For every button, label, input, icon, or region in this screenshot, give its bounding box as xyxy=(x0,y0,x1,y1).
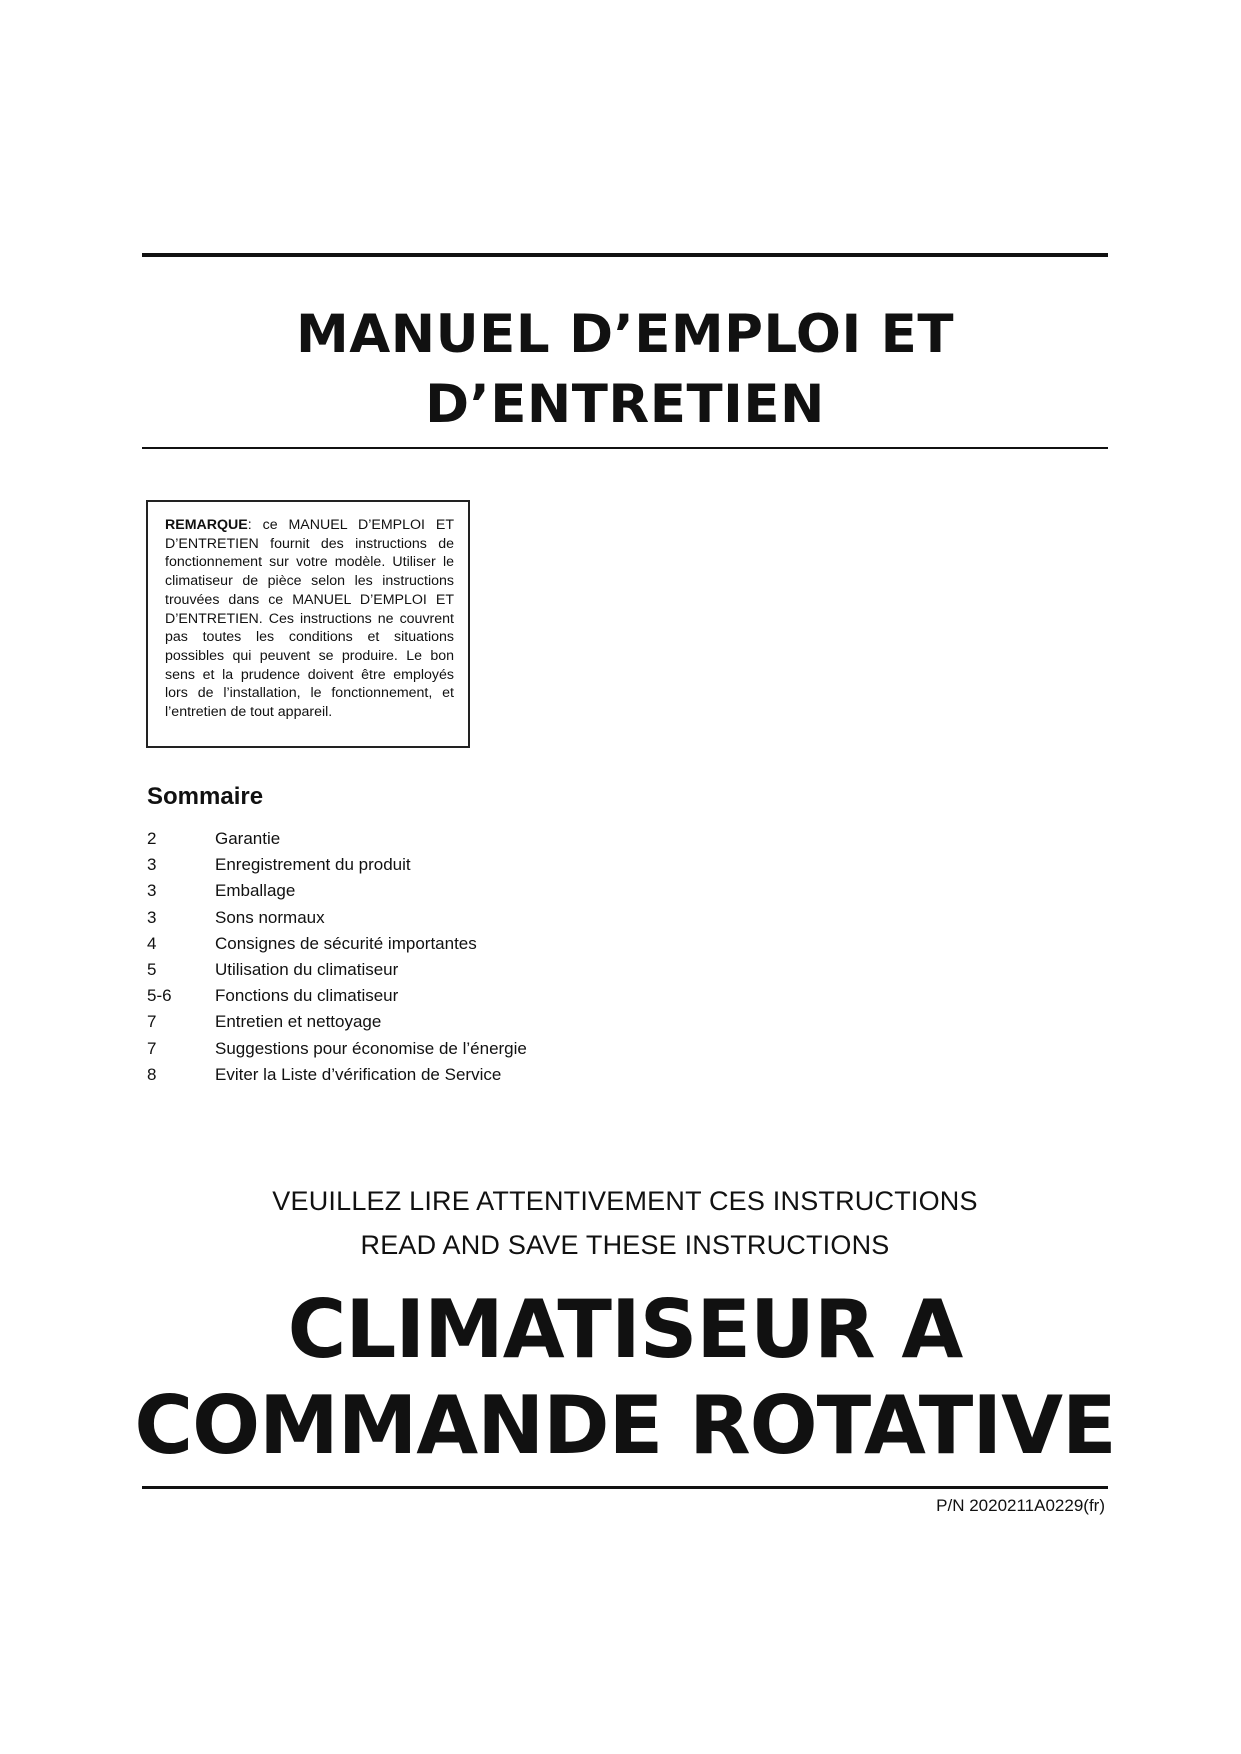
toc-item xyxy=(147,905,747,931)
toc-item xyxy=(147,931,747,957)
toc-label: Consignes de sécurité importantes xyxy=(215,933,477,953)
top-rule xyxy=(142,253,1108,257)
toc-item xyxy=(147,1036,747,1062)
toc-page: 3 xyxy=(147,855,157,875)
product-title xyxy=(130,1282,1120,1474)
toc-label: Garantie xyxy=(215,829,281,848)
toc-label: Entretien et nettoyage xyxy=(215,1012,382,1032)
toc-item xyxy=(147,878,747,904)
toc-page: 2 xyxy=(147,829,157,848)
toc-label: Enregistrement du produit xyxy=(215,855,411,875)
toc-page: 3 xyxy=(147,907,157,927)
toc-item xyxy=(147,957,747,983)
product-title-line2: COMMANDE ROTATIVE xyxy=(134,1379,1116,1472)
bottom-rule xyxy=(142,1486,1108,1489)
remark-box xyxy=(146,500,470,748)
manual-title-line1: MANUEL D’EMPLOI ET xyxy=(296,304,954,365)
toc-page: 7 xyxy=(147,1012,157,1032)
part-number: P/N 2020211A0229(fr) xyxy=(936,1496,1105,1515)
manual-title-line2: D’ENTRETIEN xyxy=(425,374,825,435)
remark-text: : ce MANUEL D’EMPLOI ET D’ENTRETIEN fournit des instructions de fonctionnement sur votre modèle. Utiliser le climatiseur de pièce selon les instructions trouvées dans ce MANUEL D’EMPLOI ET D’ENTRETIEN. Ces instructions ne couvrent pas toutes les conditions et situations possibles qui peuvent se produire. Le bon sens et la prudence doivent être employés lors de l’installation, le fonctionnement, et l’entretien de tout appareil. xyxy=(165,517,454,721)
read-instructions-fr: VEUILLEZ LIRE ATTENTIVEMENT CES INSTRUCTIONS xyxy=(272,1186,978,1216)
toc-label: Eviter la Liste d’vérification de Service xyxy=(215,1064,502,1084)
toc-page: 4 xyxy=(147,933,157,953)
toc-item xyxy=(147,1009,747,1035)
manual-title xyxy=(142,300,1108,440)
toc-heading: Sommaire xyxy=(147,783,264,810)
product-title-line1: CLIMATISEUR A xyxy=(287,1283,963,1376)
remark-label: REMARQUE xyxy=(165,517,248,533)
toc-page: 5 xyxy=(147,959,157,979)
read-instructions-en: READ AND SAVE THESE INSTRUCTIONS xyxy=(360,1230,890,1260)
toc-label: Fonctions du climatiseur xyxy=(215,986,399,1006)
toc-item xyxy=(147,1062,747,1088)
toc-item xyxy=(147,983,747,1009)
toc-item xyxy=(147,826,747,852)
toc-page: 7 xyxy=(147,1038,157,1058)
toc-item xyxy=(147,852,747,878)
toc-page: 3 xyxy=(147,881,157,901)
toc-label: Emballage xyxy=(215,881,296,901)
toc-page: 8 xyxy=(147,1064,157,1084)
toc-label: Suggestions pour économise de l’énergie xyxy=(215,1038,527,1058)
toc-page: 5-6 xyxy=(147,986,172,1006)
title-rule xyxy=(142,447,1108,449)
toc-label: Utilisation du climatiseur xyxy=(215,959,399,979)
toc-label: Sons normaux xyxy=(215,907,325,927)
table-of-contents xyxy=(147,826,747,1088)
